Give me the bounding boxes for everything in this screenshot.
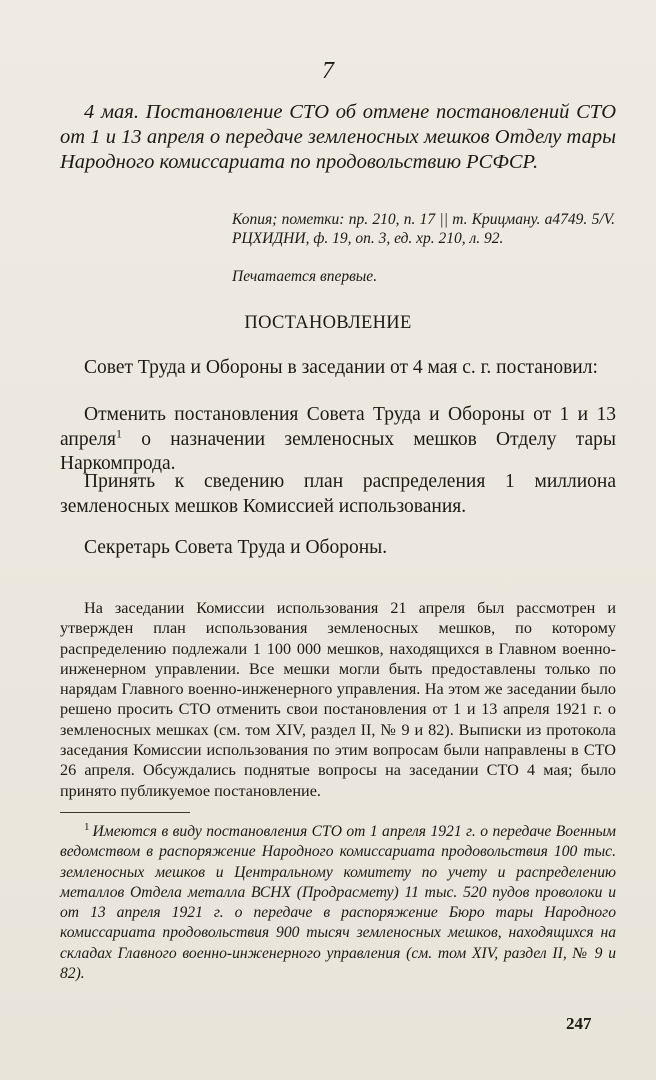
resolution-point-cancel-text-b: о назначении земленосных мешков Отделу тары Наркомпрода. [60, 428, 616, 474]
resolution-point-accept: Принять к сведению план распределения 1 миллиона земленосных мешков Комиссией использования. [60, 471, 616, 517]
footnote-text: Имеются в виду постановления СТО от 1 апреля 1921 г. о передаче Военным ведомством в распоряжение Народного комиссариата продовольствия 100 тыс. земленосных мешков и Центральному комитету по учету и распределению металлов Отдела металла ВСНХ (Продрасмету) 11 тыс. 520 пудов проволоки и от 13 апреля 1921 г. о передаче в распоряжение Бюро тары Народного комиссариата продовольствия 900 тысяч земленосных мешков, находящихся на складах Главного военно-инженерного управления (см. том XIV, раздел II, № 9 и 82). [60, 823, 616, 983]
footnote [60, 822, 616, 984]
resolution-heading: ПОСТАНОВЛЕНИЕ [244, 313, 412, 333]
document-number: 7 [322, 58, 334, 84]
document-title: 4 мая. Постановление СТО об отмене постановлений СТО от 1 и 13 апреля о передаче земленосных мешков Отделу тары Народного комиссариата по продовольствию РСФСР. [60, 101, 616, 173]
page-number: 247 [566, 1014, 592, 1033]
resolution-point-cancel [60, 403, 616, 477]
editorial-note: На заседании Комиссии использования 21 апреля был рассмотрен и утвержден план использования земленосных мешков, по которому распределению подлежали 1 100 000 мешков, находящихся в Главном военно-инженерном управлении. Все мешки могли быть предоставлены только по нарядам Главного военно-инженерного управления. На этом же заседании было решено просить СТО отменить свои постановления от 1 и 13 апреля 1921 г. о земленосных мешках (см. том XIV, раздел II, № 9 и 82). Выписки из протокола заседания Комиссии использования по этим вопросам были направлены в СТО 26 апреля. Обсуждались поднятые вопросы на заседании СТО 4 мая; было принято публикуемое постановление. [60, 599, 616, 800]
footnote-marker: 1 [115, 426, 122, 440]
footnote-divider [60, 812, 190, 813]
resolution-intro: Совет Труда и Обороны в заседании от 4 мая с. г. постановил: [84, 357, 598, 378]
footnote-number: 1 [84, 820, 90, 833]
archive-reference: Копия; пометки: пр. 210, п. 17 || т. Крицману. а4749. 5/V. РЦХИДНИ, ф. 19, оп. 3, ед. хр. 210, л. 92. [232, 211, 615, 247]
publication-note: Печатается впервые. [232, 268, 378, 285]
resolution-point-cancel-text-a: Отменить постановления Совета Труда и Обороны от 1 и 13 апреля [60, 404, 616, 450]
signature-line: Секретарь Совета Труда и Обороны. [84, 537, 388, 558]
